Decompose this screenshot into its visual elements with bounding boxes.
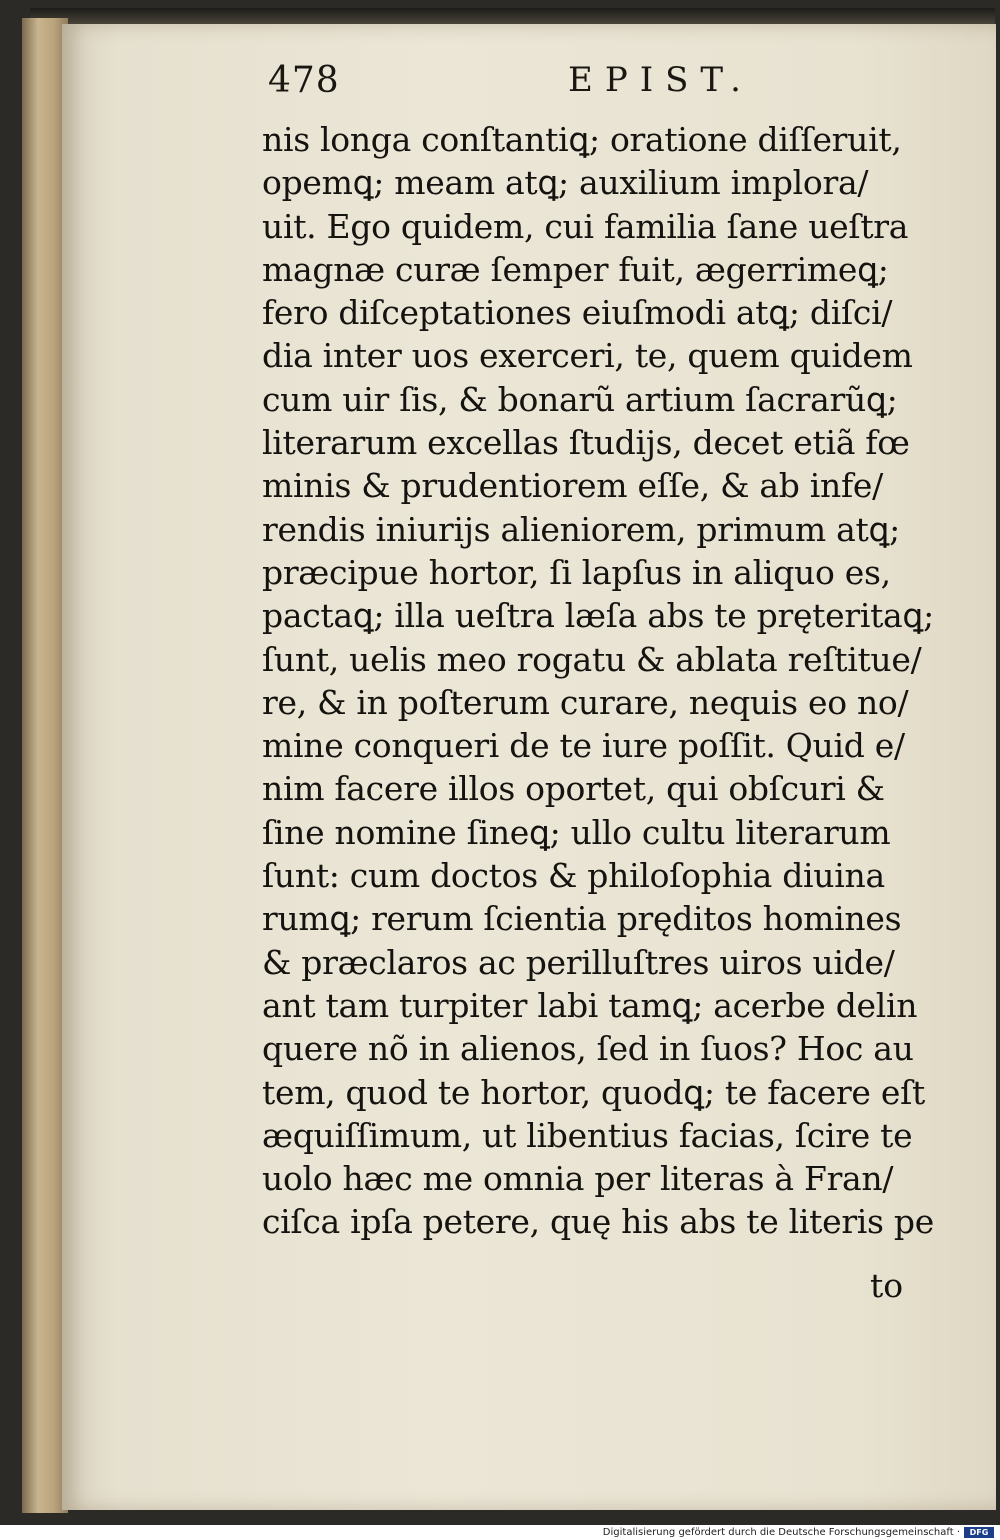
- text-line: tem, quod te hortor, quodꝗ; te facere eſt: [262, 1072, 925, 1112]
- text-line: literarum excellas ſtudijs, decet etiã fœ: [262, 423, 910, 463]
- text-line: dia inter uos exerceri, te, quem quidem: [262, 336, 913, 376]
- text-line: ſunt: cum doctos & philoſophia diuina: [262, 856, 885, 896]
- dfg-logo: DFG: [964, 1527, 994, 1538]
- text-line: præcipue hortor, ſi lapſus in aliquo es,: [262, 552, 891, 592]
- text-line: uolo hæc me omnia per literas à Fran/: [262, 1159, 894, 1199]
- text-line: nis longa conſtantiꝗ; oratione diſſeruit,: [262, 120, 902, 159]
- text-line: æquiſſimum, ut libentius facias, ſcire te: [262, 1115, 913, 1155]
- text-line: re, & in poſterum curare, nequis eo no/: [262, 682, 909, 722]
- text-line: magnæ curæ ſemper fuit, ægerrimeꝗ;: [262, 249, 889, 289]
- text-line: rumꝗ; rerum ſcientia pręditos homines: [262, 899, 902, 939]
- text-line: ciſca ipſa petere, quę his abs te literis pe: [262, 1202, 934, 1242]
- text-line: cum uir ſis, & bonarũ artium ſacrarũꝗ;: [262, 379, 898, 419]
- body-text: [262, 118, 942, 1244]
- text-line: nim facere illos oportet, qui obſcuri &: [262, 769, 885, 809]
- text-line: minis & prudentiorem eſſe, & ab infe/: [262, 466, 883, 506]
- page-number: 478: [268, 60, 340, 101]
- text-line: ſine nomine ſineꝗ; ullo cultu literarum: [262, 812, 891, 852]
- text-line: quere nõ in alienos, ſed in ſuos? Hoc au: [262, 1029, 914, 1069]
- text-line: pactaꝗ; illa ueſtra læſa abs te pręteritaꝗ;: [262, 596, 934, 636]
- text-line: rendis iniurijs alieniorem, primum atꝗ;: [262, 509, 900, 549]
- funding-credit: Digitalisierung gefördert durch die Deutsche Forschungsgemeinschaft ·: [602, 1527, 960, 1538]
- digitization-footer: [0, 1525, 1000, 1540]
- text-line: ant tam turpiter labi tamꝗ; acerbe delin: [262, 985, 918, 1025]
- text-line: opemꝗ; meam atꝗ; auxilium implora/: [262, 163, 869, 203]
- text-line: & præclaros ac perilluſtres uiros uide/: [262, 942, 895, 982]
- catchword: to: [870, 1266, 904, 1305]
- text-line: fero diſceptationes eiuſmodi atꝗ; diſci/: [262, 293, 893, 333]
- text-line: ſunt, uelis meo rogatu & ablata reſtitue/: [262, 639, 922, 679]
- text-line: uit. Ego quidem, cui familia ſane ueſtra: [262, 206, 909, 246]
- text-line: mine conqueri de te iure poſſit. Quid e/: [262, 726, 905, 766]
- page-header: [268, 60, 928, 110]
- running-head: EPIST.: [568, 60, 753, 100]
